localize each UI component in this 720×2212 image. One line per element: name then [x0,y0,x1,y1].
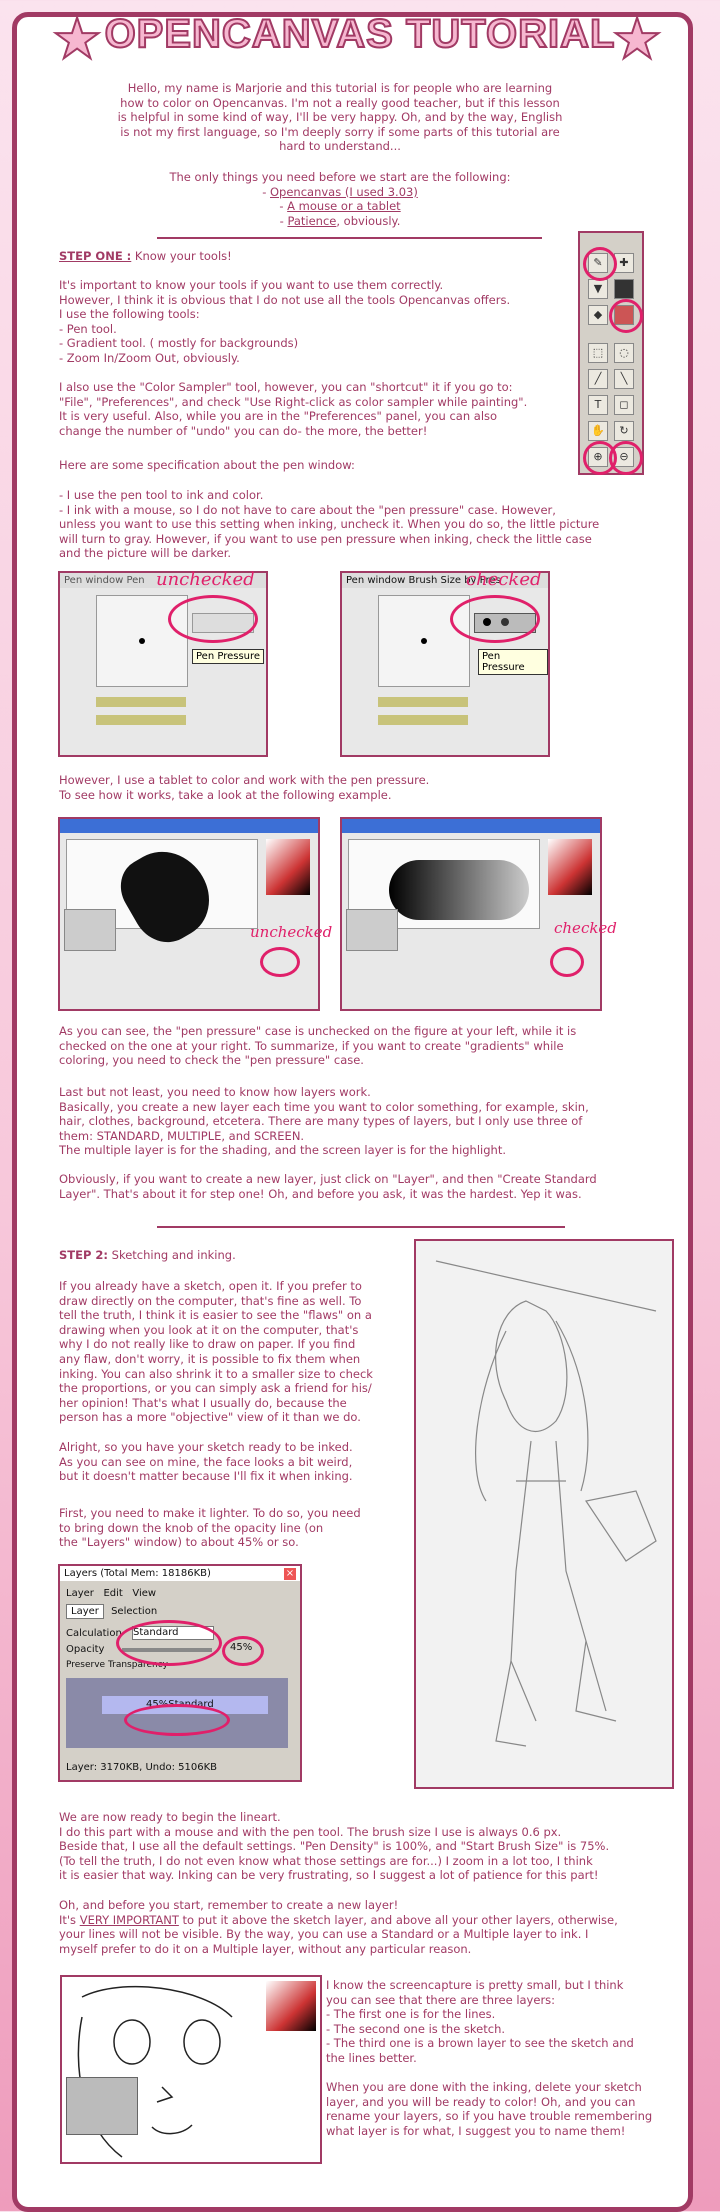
pen-pressure-tooltip: Pen Pressure [192,649,264,664]
preserve-checkbox[interactable]: Preserve Transparency [66,1660,168,1670]
step1-summary-text: As you can see, the "pen pressure" case is unchecked on the figure at your left, while it is checked on the one at your right. To summarize, if you want to create "gradients" while coloring, you need to check the "pen pressure" case. [59,1024,577,1068]
eyedropper-tool-icon: ╱ [588,369,608,389]
step2-sketch-text: If you already have a sketch, open it. If you prefer to draw directly on the computer, that's fine as well. To tell the truth, I think it is easier to see the "flaws" on a drawing when you look at it on the computer, that's why I do not really like to draw on paper. If you find any flaw, don't worry, it is possible to fix them when inking. You can also shrink it to a smaller size to check the proportions, or you can simply ask a friend for his/ her opinion! That's what I usually do, because the person has a more "objective" view of it than we do. [59,1279,373,1425]
tab-selection[interactable]: Selection [111,1606,158,1617]
layer-row[interactable]: 45%Standard [102,1696,268,1714]
calc-label: Calculation [66,1628,122,1639]
step1-sampler-text: I also use the "Color Sampler" tool, however, you can "shortcut" it if you go to: "File", "Preferences", and check "Use Right-click as color sampler while painting". It is very useful. Also, while you are in the "Preferences" panel, you can also change the number of "undo" you can do- the more, the better! [59,380,528,438]
step2-layers-explain: I know the screencapture is pretty small, but I think you can see that there are three layers: - The first one is for the lines. - The second one is the sketch. - The third one is a brown layer to see the sketch and the lines better. [326,1978,634,2065]
pen-window-title: Pen window Brush Size by Pres [342,573,548,588]
size-slider[interactable] [96,697,186,707]
page-title: OPENCANVAS TUTORIAL [104,12,616,56]
step1-layers-text: Last but not least, you need to know how layers work. Basically, you create a new layer each time you want to color something, for example, skin, hair, clothes, background, etcetera. There are many types of layers, but I only use three of them: STANDARD, MULTIPLE, and SCREEN. The multiple layer is for the shading, and the screen layer is for the highlight. [59,1085,589,1158]
step2-ready-text: Alright, so you have your sketch ready to be inked. As you can see on mine, the face looks a bit weird, but it doesn't matter because I'll fix it when inking. [59,1440,353,1484]
size-slider[interactable] [378,697,468,707]
step1-tools-text: It's important to know your tools if you want to use them correctly. However, I think it is obvious that I do not use all the tools Opencanvas offers. I use the following tools: - Pen tool. - Gradient tool. ( mostly for backgrounds) - Zoom In/Zoom Out, obviously. [59,278,511,365]
line-tool-icon: ╲ [614,369,634,389]
checked-note: checked [466,569,542,590]
unchecked-note: unchecked [250,923,333,941]
menu-layer[interactable]: Layer [66,1588,94,1599]
layers-panel [64,909,116,951]
step2-lineart-text: We are now ready to begin the lineart. I do this part with a mouse and with the pen tool. The brush size I use is always 0.6 px. Beside that, I use all the default settings. "Pen Density" is 100%, and "Start Brush Size" is 75%. (To tell the truth, I do not even know what those settings are for...) I zoom in a lot too, I think it is easier that way. Inking can be very frustrating, so I suggest a lot of patience for this part! [59,1810,610,1883]
highlight-gradient [609,299,643,333]
opacity-label: Opacity [66,1644,105,1655]
color-swatch-icon [614,279,634,299]
patience-link[interactable]: Patience [287,213,337,228]
menu-edit[interactable]: Edit [103,1588,123,1599]
divider [157,1226,565,1228]
layers-footer: Layer: 3170KB, Undo: 5106KB [66,1762,218,1773]
hand-tool-icon: ✋ [588,421,608,441]
step2-newlayer-text: Oh, and before you start, remember to create a new layer! It's VERY IMPORTANT to put it above the sketch layer, and above all your other layers, otherwise, your lines will not be visible. By the way, you can use a Standard or a Multiple layer to ink. I myself prefer to do it on a Multiple layer, without any particular reason. [59,1898,618,1956]
opencanvas-link[interactable]: Opencanvas (I used 3.03) [270,184,418,199]
sketch-drawing [416,1241,672,1787]
pen-tool-icon: ✎ [588,253,608,273]
layers-tabs [66,1606,161,1617]
example-unchecked [58,817,333,1011]
step1-tablet-text: However, I use a tablet to color and work with the pen pressure. To see how it works, take a look at the following example. [59,773,430,802]
layers-window [58,1564,302,1782]
rotate-tool-icon: ↻ [614,421,634,441]
step2-heading: STEP 2: Sketching and inking. [59,1248,236,1262]
tab-layer[interactable]: Layer [66,1604,104,1619]
sketch-image [414,1239,674,1789]
eraser-tool-icon: ◻ [614,395,634,415]
step1-pen-text: - I use the pen tool to ink and color. - I ink with a mouse, so I do not have to care about the "pen pressure" case. However, unless you want to use this setting when inking, uncheck it. When you do so, the little picture will turn to gray. However, if you want to use pen pressure when inking, check the little case and the picture will be darker. [59,488,600,561]
layers-window-title: Layers (Total Mem: 18186KB) [60,1566,300,1581]
fill-tool-icon: ▼ [588,279,608,299]
highlight-checkbox [550,947,584,977]
step2-done-text: When you are done with the inking, delete your sketch layer, and you will be ready to color! Oh, and you can rename your layers, so if you have trouble remembering what layer is for what, I suggest you to name them! [326,2080,653,2138]
pen-window-title: Pen window Pen [60,573,266,588]
density-slider[interactable] [96,715,186,725]
opacity-value: 45% [230,1642,253,1653]
toolbox-screenshot [578,231,644,475]
bucket-tool-icon: ◆ [588,305,608,325]
intro-text: Hello, my name is Marjorie and this tutorial is for people who are learning how to color on Opencanvas. I'm not a really good teacher, but if this lesson is helpful in some kind of way, I'll be very happy. Oh, and by the way, English is not my first language, so I'm deeply sorry if some parts of this tutorial are hard to understand... [117,81,563,154]
highlight-pen-pressure [450,595,540,643]
pen-window-checked [340,571,550,757]
step1-heading: STEP ONE : Know your tools! [59,249,232,263]
mouse-tablet-link[interactable]: A mouse or a tablet [287,199,401,214]
needs-list: The only things you need before we start are the following: - Opencanvas (I used 3.03) - A mouse or a tablet - Patience, obviously. [169,170,511,228]
highlight-layer-row [124,1704,230,1736]
example-checked [340,817,617,1011]
step1-pen-spec: Here are some specification about the pen window: [59,458,355,472]
unchecked-note: unchecked [156,569,255,590]
lasso-tool-icon: ◌ [614,343,634,363]
star-icon-left: ★ [52,7,103,72]
layers-panel [66,2077,138,2135]
text-tool-icon: T [588,395,608,415]
zoom-in-icon: ⊕ [588,447,608,467]
density-slider[interactable] [378,715,468,725]
calc-select[interactable]: Standard [132,1626,214,1640]
layers-menu [66,1588,156,1599]
highlight-checkbox [260,947,300,977]
step1-outro-text: Obviously, if you want to create a new layer, just click on "Layer", and then "Create Standard Layer". That's about it for step one! Oh, and before you ask, it was the hardest. Yep it was. [59,1172,597,1201]
highlight-pen [583,247,617,281]
color-picker[interactable] [266,839,310,895]
inking-screenshot [60,1975,322,2164]
highlight-pen-pressure [168,595,258,643]
highlight-zoom-out [609,441,643,475]
star-icon-right: ★ [612,7,663,72]
color-picker[interactable] [266,1981,316,2031]
divider [157,237,542,239]
pen-window-unchecked [58,571,268,757]
title-banner [0,6,720,72]
checked-note: checked [554,919,617,937]
pen-pressure-tooltip: Pen Pressure [478,649,548,675]
close-icon[interactable]: × [285,1568,295,1579]
color-picker[interactable] [548,839,592,895]
zoom-out-icon: ⊖ [614,447,634,467]
move-tool-icon: ✚ [614,253,634,273]
step2-opacity-text: First, you need to make it lighter. To do so, you need to bring down the knob of the opacity line (on the "Layers" window) to about 45% or so. [59,1506,361,1550]
highlight-opacity [116,1620,222,1666]
highlight-opacity-value [222,1636,264,1666]
select-tool-icon: ⬚ [588,343,608,363]
menu-view[interactable]: View [132,1588,157,1599]
layers-panel [346,909,398,951]
